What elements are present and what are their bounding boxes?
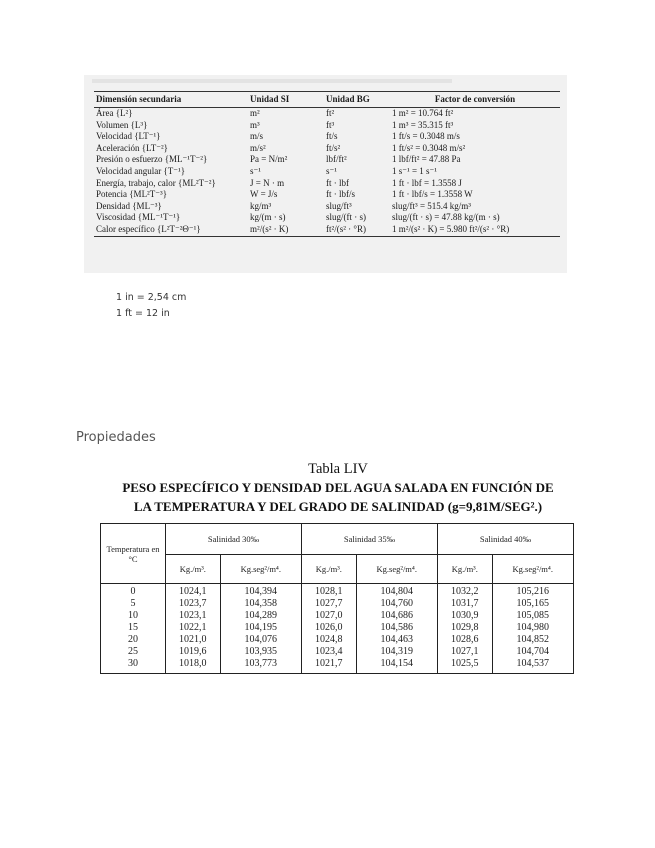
table-value: 104,760: [380, 598, 414, 609]
cell-unidad-bg: ft²/(s² · °R): [324, 224, 390, 236]
table-value: 1023,1: [179, 610, 207, 621]
cell-dimension: Presión o esfuerzo {ML⁻¹T⁻²}: [96, 154, 208, 165]
table-value: 104,319: [380, 646, 414, 657]
table-value: 1028,6: [451, 634, 479, 645]
conversion-row: [94, 178, 560, 190]
conversion-row: [94, 108, 560, 120]
salinity-data-row: [101, 584, 574, 674]
temperature-value: 15: [128, 622, 138, 633]
table-value: 1027,1: [451, 646, 479, 657]
group-salinidad-35: Salinidad 35‰: [301, 524, 437, 555]
cell-unidad-si: m²/(s² · K): [248, 224, 324, 236]
header-factor: Factor de conversión: [390, 92, 560, 108]
unit-peso-35: Kg./m³.: [301, 555, 356, 584]
cell-unidad-bg: ft · lbf/s: [326, 189, 355, 200]
table-value: 1021,7: [315, 658, 343, 669]
table-value: 1030,9: [451, 610, 479, 621]
cell-unidad-si: Pa = N/m²: [250, 154, 288, 165]
conversion-row: [94, 201, 560, 213]
cell-factor: slug/ft³ = 515.4 kg/m³: [392, 200, 471, 211]
note-foot: 1 ft = 12 in: [116, 308, 170, 319]
cell-dimension: Área {L²}: [96, 108, 133, 118]
temperature-value: 0: [130, 586, 136, 597]
tabla-subtitle-line1: PESO ESPECÍFICO Y DENSIDAD DEL AGUA SALADA EN FUNCIÓN DE: [122, 480, 554, 495]
cell-dimension: Volumen {L³}: [96, 119, 148, 130]
header-unidad-bg: Unidad BG: [324, 92, 390, 108]
header-dimension: Dimensión secundaria: [94, 92, 248, 108]
table-value: 104,076: [244, 634, 278, 645]
conversion-row: [94, 120, 560, 132]
cell-unidad-si: kg/(m · s): [250, 212, 286, 223]
cell-factor: 1 ft · lbf = 1.3558 J: [392, 177, 462, 188]
conversion-row: [94, 131, 560, 143]
table-value: 1031,7: [451, 598, 479, 609]
cell-factor: 1 ft · lbf/s = 1.3558 W: [392, 189, 473, 200]
table-value: 1021,0: [179, 634, 207, 645]
cell-factor: 1 ft/s² = 0.3048 m/s²: [392, 142, 466, 153]
unit-peso-30: Kg./m³.: [166, 555, 221, 584]
table-value: 104,704: [516, 646, 550, 657]
temperature-value: 25: [128, 646, 138, 657]
group-header-row: [101, 524, 574, 555]
conversion-table: [94, 91, 560, 237]
unit-notes: [116, 290, 186, 322]
cell-dimension: Energía, trabajo, calor {ML²T⁻²}: [96, 177, 216, 188]
temperature-value: 10: [128, 610, 138, 621]
cell-dimension: Velocidad angular {T⁻¹}: [96, 165, 186, 176]
dens-40-column: [492, 584, 573, 674]
table-value: 104,394: [244, 586, 278, 597]
salinity-table: [100, 523, 574, 674]
cell-unidad-bg: ft²: [326, 108, 335, 118]
peso-40-column: [437, 584, 492, 674]
table-value: 1022,1: [179, 622, 207, 633]
peso-30-column: [166, 584, 221, 674]
table-value: 105,085: [516, 610, 550, 621]
section-heading: Propiedades: [76, 430, 156, 445]
table-value: 1027,0: [315, 610, 343, 621]
temp-header: Temperatura en °C: [101, 524, 166, 584]
table-value: 1024,1: [179, 586, 207, 597]
cell-unidad-si: m/s²: [250, 142, 266, 153]
cell-unidad-si: kg/m³: [250, 200, 272, 211]
cell-unidad-si: m/s: [250, 131, 264, 142]
table-value: 1032,2: [451, 586, 479, 597]
tabla-subtitle-line2: LA TEMPERATURA Y DEL GRADO DE SALINIDAD (g=9,81M/SEG².): [133, 499, 543, 514]
temperature-value: 30: [128, 658, 138, 669]
cell-factor: 1 m² = 10.764 ft²: [392, 108, 454, 118]
tabla-title: Tabla LIV: [308, 461, 368, 477]
table-value: 1024,8: [315, 634, 343, 645]
conversion-row: [94, 212, 560, 224]
table-value: 105,165: [516, 598, 550, 609]
unit-header-row: [101, 555, 574, 584]
cell-dimension: Potencia {ML²T⁻³}: [96, 189, 168, 200]
conversion-row: [94, 224, 560, 236]
cell-unidad-bg: s⁻¹: [326, 165, 337, 176]
table-value: 1018,0: [179, 658, 207, 669]
cell-unidad-bg: slug/ft³: [326, 200, 352, 211]
conversion-row: [94, 189, 560, 201]
table-value: 1023,7: [179, 598, 207, 609]
conversion-row: [94, 143, 560, 155]
unit-dens-35: Kg.seg²/m⁴.: [356, 555, 437, 584]
peso-35-column: [301, 584, 356, 674]
table-value: 1025,5: [451, 658, 479, 669]
table-value: 104,154: [380, 658, 414, 669]
table-value: 104,686: [380, 610, 414, 621]
cell-unidad-bg: ft/s: [326, 131, 338, 142]
table-value: 105,216: [516, 586, 550, 597]
cell-unidad-bg: ft³: [326, 119, 335, 130]
cell-unidad-si: m³: [250, 119, 260, 130]
table-value: 1026,0: [315, 622, 343, 633]
unit-dens-30: Kg.seg²/m⁴.: [220, 555, 301, 584]
table-value: 1023,4: [315, 646, 343, 657]
group-salinidad-40: Salinidad 40‰: [437, 524, 573, 555]
table-value: 104,980: [516, 622, 550, 633]
temperature-column: [101, 584, 166, 674]
cell-dimension: Aceleración {LT⁻²}: [96, 142, 168, 153]
table-value: 104,289: [244, 610, 278, 621]
table-value: 1027,7: [315, 598, 343, 609]
table-value: 104,804: [380, 586, 414, 597]
cell-unidad-si: s⁻¹: [250, 165, 261, 176]
table-value: 103,935: [244, 646, 278, 657]
table-value: 104,358: [244, 598, 278, 609]
unit-peso-40: Kg./m³.: [437, 555, 492, 584]
temperature-value: 5: [130, 598, 136, 609]
header-unidad-si: Unidad SI: [248, 92, 324, 108]
group-salinidad-30: Salinidad 30‰: [166, 524, 302, 555]
cell-factor: 1 lbf/ft² = 47.88 Pa: [392, 154, 461, 165]
tabla-title-block: [100, 460, 576, 516]
table-value: 104,586: [380, 622, 414, 633]
temperature-value: 20: [128, 634, 138, 645]
table-value: 104,852: [516, 634, 550, 645]
cell-factor: 1 m³ = 35.315 ft³: [392, 119, 454, 130]
cell-factor: 1 ft/s = 0.3048 m/s: [392, 131, 460, 142]
cell-factor: slug/(ft · s) = 47.88 kg/(m · s): [392, 212, 500, 223]
conversion-row: [94, 154, 560, 166]
cell-unidad-bg: lbf/ft²: [326, 154, 347, 165]
unit-dens-40: Kg.seg²/m⁴.: [492, 555, 573, 584]
cell-dimension: Calor específico {L²T⁻²Θ⁻¹}: [94, 224, 248, 236]
cell-factor: 1 m²/(s² · K) = 5.980 ft²/(s² · °R): [390, 224, 560, 236]
cell-unidad-bg: ft/s²: [326, 142, 341, 153]
conversion-table-header: [94, 92, 560, 108]
cell-unidad-si: J = N · m: [250, 177, 285, 188]
cell-unidad-si: W = J/s: [250, 189, 278, 200]
table-value: 103,773: [244, 658, 278, 669]
scan-smudge: [92, 79, 452, 83]
cell-unidad-bg: slug/(ft · s): [326, 212, 366, 223]
cell-dimension: Viscosidad {ML⁻¹T⁻¹}: [96, 212, 181, 223]
table-value: 1029,8: [451, 622, 479, 633]
table-value: 1028,1: [315, 586, 343, 597]
cell-unidad-si: m²: [250, 108, 260, 118]
conversion-row: [94, 166, 560, 178]
table-value: 104,195: [244, 622, 278, 633]
table-value: 1019,6: [179, 646, 207, 657]
cell-dimension: Velocidad {LT⁻¹}: [96, 131, 161, 142]
cell-factor: 1 s⁻¹ = 1 s⁻¹: [392, 165, 437, 176]
cell-unidad-bg: ft · lbf: [326, 177, 349, 188]
cell-dimension: Densidad {ML⁻³}: [96, 200, 162, 211]
note-inch: 1 in = 2,54 cm: [116, 292, 187, 303]
table-value: 104,537: [516, 658, 550, 669]
dens-30-column: [220, 584, 301, 674]
table-value: 104,463: [380, 634, 414, 645]
dens-35-column: [356, 584, 437, 674]
